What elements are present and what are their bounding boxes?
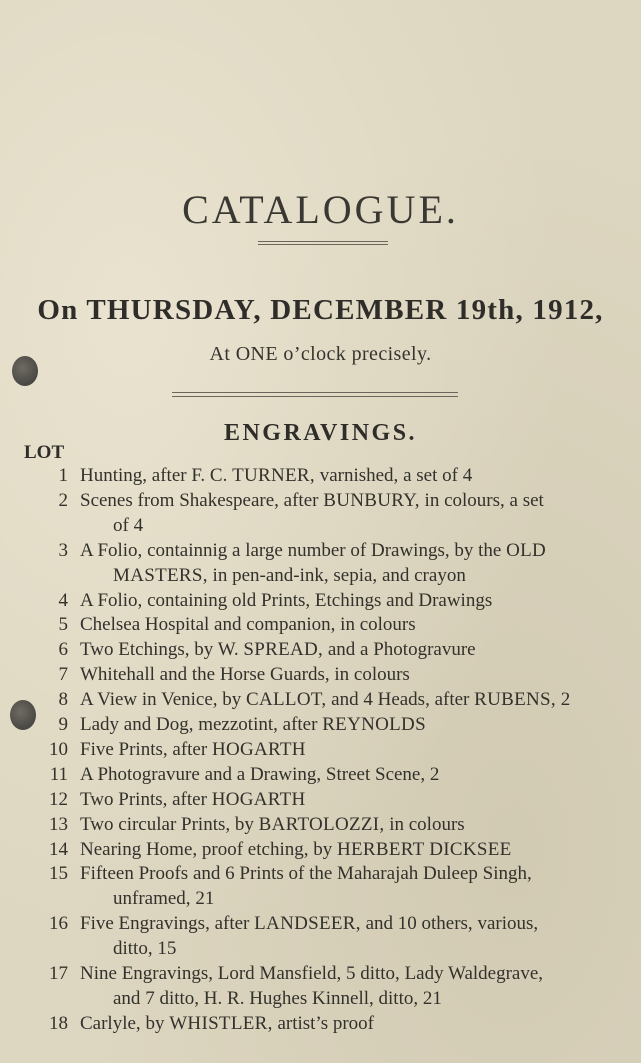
lot-number: 11	[49, 764, 68, 785]
lot-description: A View in Venice, by CALLOT, and 4 Heads, after RUBENS, 2	[80, 689, 571, 710]
title-rule	[258, 241, 388, 245]
lot-row	[0, 713, 641, 738]
lot-description: Two circular Prints, by BARTOLOZZI, in colours	[80, 814, 465, 835]
lot-row	[0, 1012, 641, 1037]
lot-number: 2	[58, 490, 68, 511]
lot-description: Scenes from Shakespeare, after BUNBURY, in colours, a set	[80, 490, 544, 511]
lot-description-continued: and 7 ditto, H. R. Hughes Kinnell, ditto, 21	[113, 987, 442, 1009]
lot-description: Chelsea Hospital and companion, in colours	[80, 614, 416, 635]
lot-number: 3	[58, 540, 68, 561]
lot-number: 16	[49, 913, 68, 934]
lot-row	[0, 838, 641, 863]
lot-number: 12	[49, 789, 68, 810]
lot-description: Five Engravings, after LANDSEER, and 10 others, various,	[80, 913, 539, 934]
lot-description: Nearing Home, proof etching, by HERBERT DICKSEE	[80, 839, 512, 860]
lot-row	[0, 962, 641, 1012]
lot-row	[0, 589, 641, 614]
lot-description-continued: unframed, 21	[113, 887, 215, 909]
lot-number: 18	[49, 1013, 68, 1034]
lot-description: A Photogravure and a Drawing, Street Scene, 2	[80, 764, 440, 785]
lot-row	[0, 763, 641, 788]
lot-description: Fifteen Proofs and 6 Prints of the Maharajah Duleep Singh,	[80, 863, 532, 884]
section-rule-bottom	[172, 396, 458, 397]
lot-number: 17	[49, 963, 68, 984]
lot-row	[0, 489, 641, 539]
lot-number: 8	[58, 689, 68, 710]
lot-number: 13	[49, 814, 68, 835]
lot-description-continued: ditto, 15	[113, 937, 177, 959]
lot-description: A Folio, containing old Prints, Etchings and Drawings	[80, 590, 493, 611]
lot-description: Nine Engravings, Lord Mansfield, 5 ditto, Lady Waldegrave,	[80, 963, 544, 984]
lot-row	[0, 862, 641, 912]
lot-number: 5	[58, 614, 68, 635]
section-heading: ENGRAVINGS.	[223, 420, 418, 446]
lot-description: Whitehall and the Horse Guards, in colours	[80, 664, 410, 685]
catalogue-title: CATALOGUE.	[182, 187, 459, 232]
lot-row	[0, 912, 641, 962]
lot-row	[0, 663, 641, 688]
lot-number: 10	[49, 739, 68, 760]
lot-row	[0, 813, 641, 838]
lot-description: Five Prints, after HOGARTH	[80, 739, 306, 760]
lot-description-continued: MASTERS, in pen-and-ink, sepia, and crayon	[113, 564, 466, 586]
lot-description-continued: of 4	[113, 514, 144, 536]
lot-number: 15	[49, 863, 68, 884]
lot-description: Lady and Dog, mezzotint, after REYNOLDS	[80, 714, 426, 735]
lot-row	[0, 539, 641, 589]
lot-number: 9	[58, 714, 68, 735]
lot-row	[0, 788, 641, 813]
lot-row	[0, 464, 641, 489]
lot-number: 7	[58, 664, 68, 685]
sale-time: At ONE o’clock precisely.	[209, 343, 432, 365]
lot-row	[0, 688, 641, 713]
lot-description: A Folio, containnig a large number of Drawings, by the OLD	[80, 540, 547, 561]
section-rule-top	[172, 392, 458, 393]
lot-number: 6	[58, 639, 68, 660]
lot-column-header: LOT	[24, 442, 65, 463]
lot-number: 4	[58, 590, 68, 611]
lot-description: Two Etchings, by W. SPREAD, and a Photogravure	[80, 639, 476, 660]
lot-description: Hunting, after F. C. TURNER, varnished, a set of 4	[80, 465, 473, 486]
lot-row	[0, 613, 641, 638]
sale-date: On THURSDAY, DECEMBER 19th, 1912,	[37, 294, 604, 326]
lot-row	[0, 738, 641, 763]
lot-row	[0, 638, 641, 663]
lot-number: 14	[49, 839, 68, 860]
lot-number: 1	[58, 465, 68, 486]
lot-description: Carlyle, by WHISTLER, artist’s proof	[80, 1013, 375, 1034]
lot-description: Two Prints, after HOGARTH	[80, 789, 306, 810]
